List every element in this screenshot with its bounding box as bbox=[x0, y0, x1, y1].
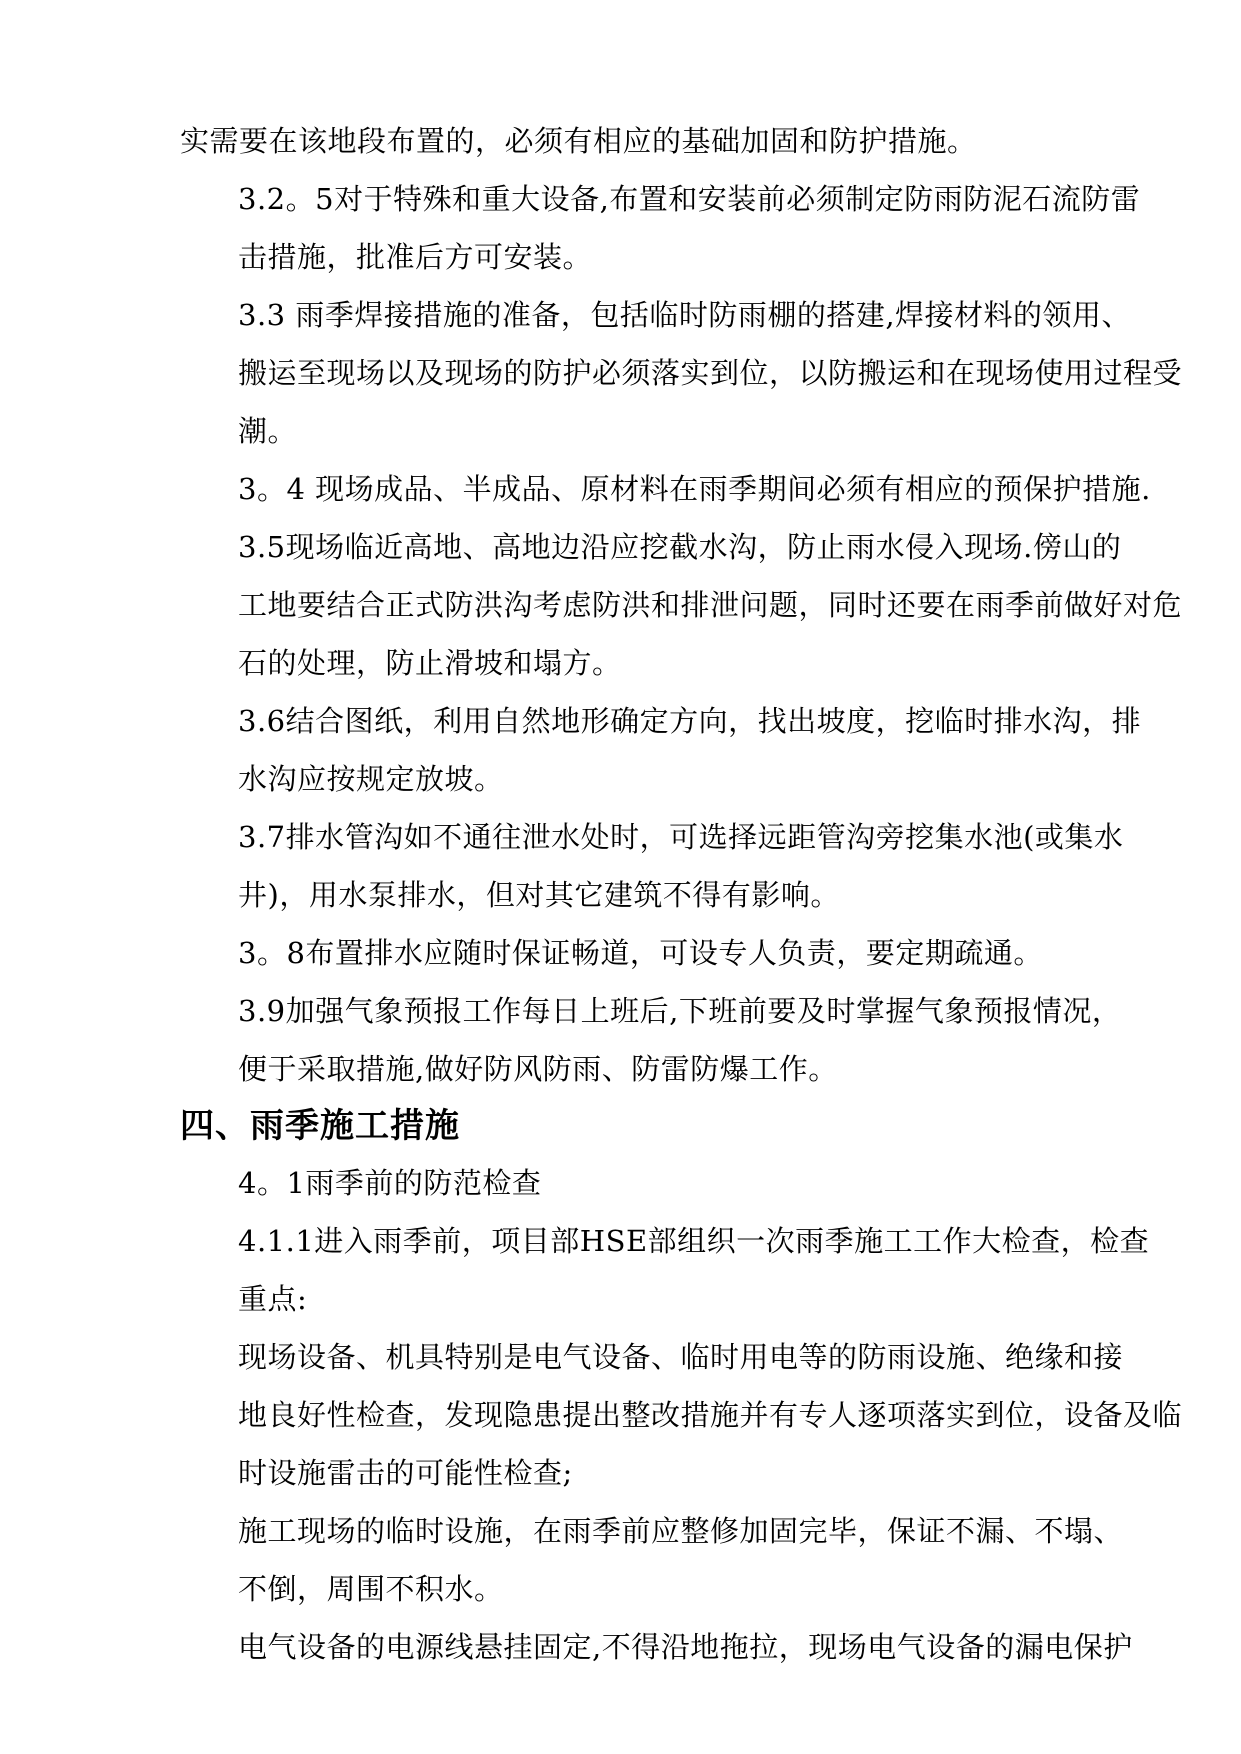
paragraph-3-5 bbox=[180, 518, 1183, 692]
paragraph-equipment-check bbox=[180, 1328, 1183, 1502]
text-line: 实需要在该地段布置的，必须有相应的基础加固和防护措施。 bbox=[180, 124, 977, 158]
paragraph-foundation-protection bbox=[180, 112, 1110, 170]
text-line: 3.6结合图纸，利用自然地形确定方向，找出坡度，挖临时排水沟，排 bbox=[238, 704, 1142, 738]
paragraph-temporary-facilities bbox=[180, 1502, 1124, 1618]
section-heading: 四、雨季施工措施 bbox=[180, 1106, 460, 1146]
paragraph-3-4 bbox=[180, 460, 1151, 518]
text-line: 水沟应按规定放坡。 bbox=[238, 762, 504, 796]
text-line: 3。4 现场成品、半成品、原材料在雨季期间必须有相应的预保护措施. bbox=[238, 472, 1151, 506]
text-line: 电气设备的电源线悬挂固定,不得沿地拖拉，现场电气设备的漏电保护 bbox=[238, 1630, 1133, 1664]
text-line: 石的处理，防止滑坡和塌方。 bbox=[238, 646, 622, 680]
document-page bbox=[180, 112, 1183, 1676]
text-line: 搬运至现场以及现场的防护必须落实到位，以防搬运和在现场使用过程受 bbox=[238, 356, 1183, 390]
paragraph-power-lines bbox=[180, 1618, 1133, 1676]
paragraph-3-6 bbox=[180, 692, 1142, 808]
text-line: 4。1雨季前的防范检查 bbox=[238, 1166, 542, 1200]
text-line: 3.7排水管沟如不通往泄水处时，可选择远距管沟旁挖集水池(或集水 bbox=[238, 820, 1124, 854]
text-line: 3.9加强气象预报工作每日上班后,下班前要及时掌握气象预报情况， bbox=[238, 994, 1122, 1028]
text-line: 击措施，批准后方可安装。 bbox=[238, 240, 593, 274]
text-line: 地良好性检查，发现隐患提出整改措施并有专人逐项落实到位，设备及临 bbox=[238, 1398, 1183, 1432]
paragraph-4-1-1 bbox=[180, 1212, 1150, 1328]
paragraph-3-2-5 bbox=[180, 170, 1141, 286]
text-line: 4.1.1进入雨季前，项目部HSE部组织一次雨季施工工作大检查，检查 bbox=[238, 1224, 1150, 1258]
text-line: 不倒，周围不积水。 bbox=[238, 1572, 504, 1606]
text-line: 3.5现场临近高地、高地边沿应挖截水沟，防止雨水侵入现场.傍山的 bbox=[238, 530, 1122, 564]
text-line: 施工现场的临时设施，在雨季前应整修加固完毕，保证不漏、不塌、 bbox=[238, 1514, 1124, 1548]
paragraph-4-1 bbox=[180, 1154, 1110, 1212]
paragraph-3-3 bbox=[180, 286, 1183, 460]
text-line: 3。8布置排水应随时保证畅道，可设专人负责，要定期疏通。 bbox=[238, 936, 1043, 970]
text-line: 便于采取措施,做好防风防雨、防雷防爆工作。 bbox=[238, 1052, 838, 1086]
text-line: 井)，用水泵排水，但对其它建筑不得有影响。 bbox=[238, 878, 840, 912]
text-line: 现场设备、机具特别是电气设备、临时用电等的防雨设施、绝缘和接 bbox=[238, 1340, 1124, 1374]
text-line: 工地要结合正式防洪沟考虑防洪和排泄问题，同时还要在雨季前做好对危 bbox=[238, 588, 1183, 622]
text-line: 时设施雷击的可能性检查; bbox=[238, 1456, 573, 1490]
text-line: 3.3 雨季焊接措施的准备，包括临时防雨棚的搭建,焊接材料的领用、 bbox=[238, 298, 1132, 332]
text-line: 3.2。5对于特殊和重大设备,布置和安装前必须制定防雨防泥石流防雷 bbox=[238, 182, 1141, 216]
text-line: 重点: bbox=[238, 1282, 308, 1316]
paragraph-3-7 bbox=[180, 808, 1124, 924]
paragraph-3-9 bbox=[180, 982, 1122, 1098]
paragraph-3-8 bbox=[180, 924, 1110, 982]
text-line: 潮。 bbox=[238, 414, 298, 448]
